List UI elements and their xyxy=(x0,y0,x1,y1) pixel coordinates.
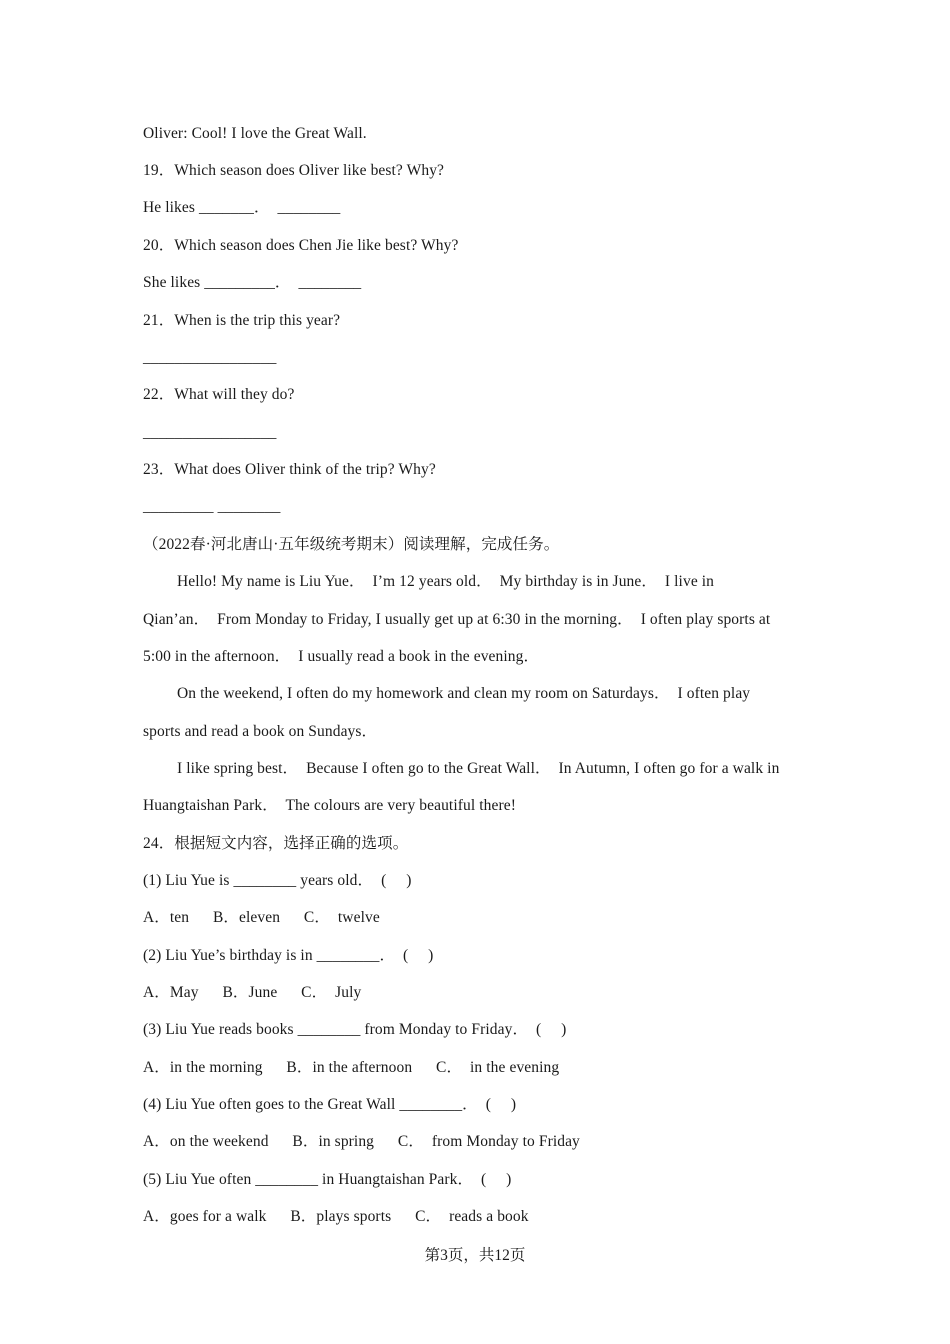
answer-line-22: _________________ xyxy=(143,424,277,441)
question-23: 23．What does Oliver think of the trip? Why? xyxy=(143,461,436,478)
subquestion-1: (1) Liu Yue is ________ years old． ( ) xyxy=(143,872,412,889)
options-4: A．on the weekend B．in spring C． from Monday to Friday xyxy=(143,1133,580,1150)
question-19: 19．Which season does Oliver like best? Why? xyxy=(143,162,445,179)
subquestion-5: (5) Liu Yue often ________ in Huangtaishan Park． ( ) xyxy=(143,1171,512,1188)
options-5: A．goes for a walk B．plays sports C． reads a book xyxy=(143,1208,529,1225)
question-20: 20．Which season does Chen Jie like best? Why? xyxy=(143,237,459,254)
options-3: A．in the morning B．in the afternoon C． in the evening xyxy=(143,1059,560,1076)
subquestion-3: (3) Liu Yue reads books ________ from Monday to Friday． ( ) xyxy=(143,1021,567,1038)
passage-line: I like spring best． Because I often go to the Great Wall． In Autumn, I often go for a walk in xyxy=(177,760,780,777)
section-source-header: （2022春·河北唐山·五年级统考期末）阅读理解，完成任务。 xyxy=(143,536,560,553)
dialogue-line: Oliver: Cool! I love the Great Wall. xyxy=(143,125,367,142)
options-1: A．ten B．eleven C． twelve xyxy=(143,909,380,926)
page-footer: 第3页，共12页 xyxy=(424,1247,526,1264)
passage-line: Hello! My name is Liu Yue． I’m 12 years old． My birthday is in June． I live in xyxy=(177,573,715,590)
passage-line: sports and read a book on Sundays． xyxy=(143,723,378,740)
passage-line: On the weekend, I often do my homework and clean my room on Saturdays． I often play xyxy=(177,685,751,702)
passage-line: Qian’an． From Monday to Friday, I usually get up at 6:30 in the morning． I often play sports at xyxy=(143,611,771,628)
options-2: A．May B．June C． July xyxy=(143,984,362,1001)
subquestion-2: (2) Liu Yue’s birthday is in ________． ( ) xyxy=(143,947,434,964)
answer-line-23: _________ ________ xyxy=(143,498,281,515)
question-22: 22．What will they do? xyxy=(143,386,295,403)
answer-line-21: _________________ xyxy=(143,349,277,366)
answer-line-19: He likes _______． ________ xyxy=(143,199,341,216)
subquestion-4: (4) Liu Yue often goes to the Great Wall ________． ( ) xyxy=(143,1096,517,1113)
question-21: 21．When is the trip this year? xyxy=(143,312,341,329)
question-24-instruction: 24．根据短文内容，选择正确的选项。 xyxy=(143,835,409,852)
passage-line: 5:00 in the afternoon． I usually read a book in the evening． xyxy=(143,648,540,665)
passage-line: Huangtaishan Park． The colours are very beautiful there! xyxy=(143,797,516,814)
answer-line-20: She likes _________． ________ xyxy=(143,274,362,291)
